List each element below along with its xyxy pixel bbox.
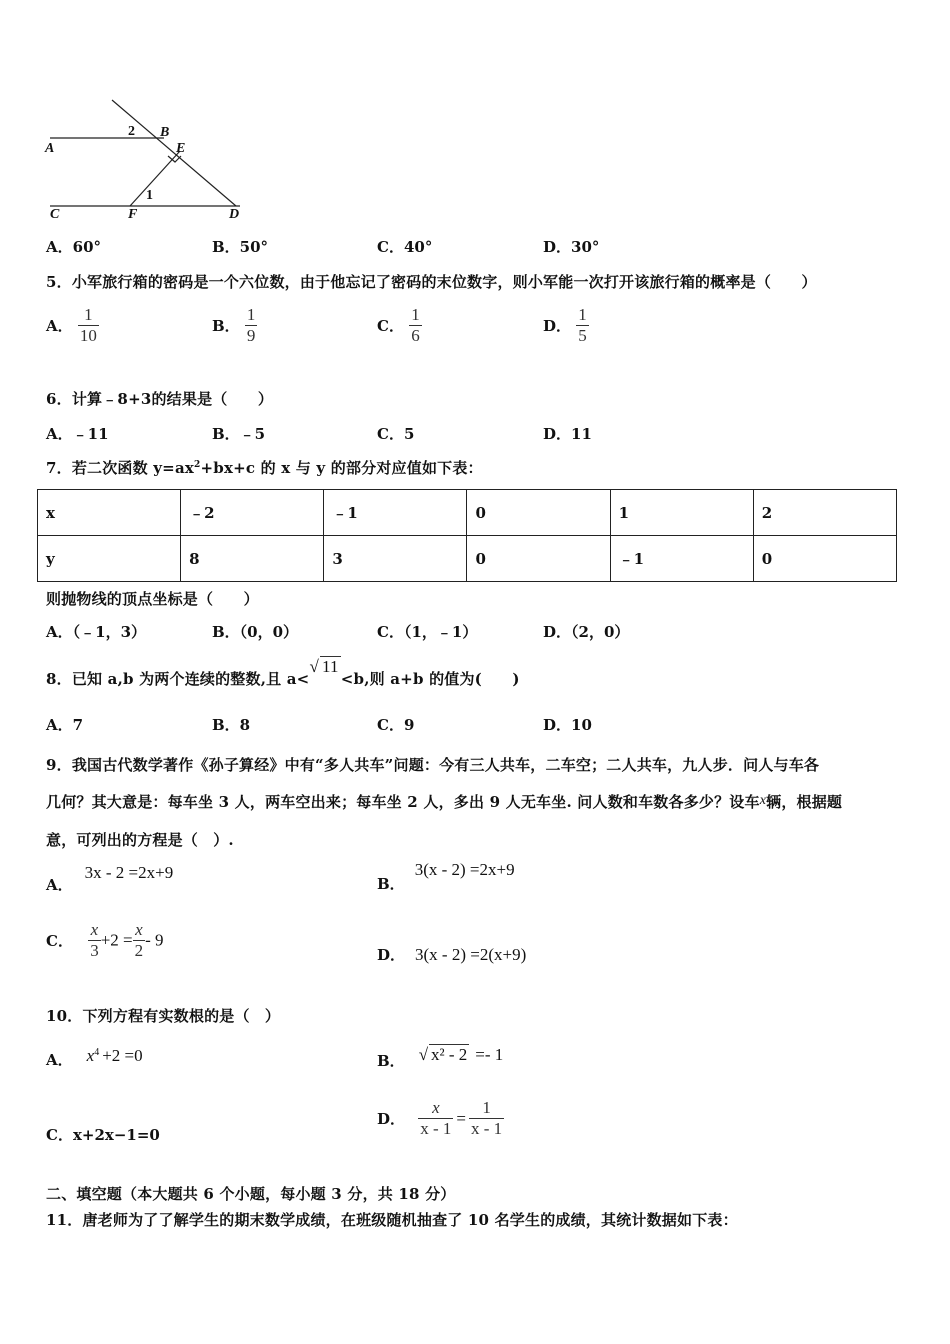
- q4-option-d: D．30°: [543, 238, 600, 256]
- q10-option-d: D． $\frac{x}{x - 1}$ = $\frac{1}{x - 1}$: [377, 1098, 503, 1138]
- table-cell: 0: [467, 536, 610, 582]
- table-cell: ﹣1: [610, 536, 753, 582]
- q5-option-c-fraction: $\frac{1}{6}$: [411, 305, 420, 345]
- table-cell: ﹣2: [181, 490, 324, 536]
- q5-option-b: [212, 305, 257, 346]
- q5-option-a-label: A．: [46, 317, 73, 335]
- q8-radicand: 11: [321, 657, 339, 676]
- q6-option-b: B．﹣5: [212, 425, 266, 443]
- q4-option-a: A．60°: [46, 238, 102, 256]
- q7-option-d: D．（2，0）: [543, 623, 630, 641]
- q9-option-d: D． 3(x - 2) =2(x+9): [377, 945, 527, 964]
- label-F: F: [128, 207, 138, 222]
- q5-option-d-fraction: $\frac{1}{5}$: [578, 305, 587, 345]
- q5-option-a: [46, 305, 99, 346]
- q9-line-3: 意，可列出的方程是（ ）.: [46, 831, 234, 849]
- table-cell: 8: [181, 536, 324, 582]
- q5-option-d-label: D．: [543, 317, 572, 335]
- table-cell: y: [38, 536, 181, 582]
- q6-option-c: C．5: [377, 425, 415, 443]
- q10-option-c: C．x+2x−1=0: [46, 1126, 160, 1144]
- q5-option-b-fraction: $\frac{1}{9}$: [246, 305, 256, 345]
- label-A: A: [45, 141, 55, 156]
- q10-option-b: B． √ x² - 2 =- 1: [377, 1045, 504, 1070]
- table-cell: 0: [753, 536, 896, 582]
- q8-question: 8．已知 a,b 为两个连续的整数,且 a<√ 11<b,则 a+b 的值为( ): [46, 657, 520, 688]
- table-cell: ﹣1: [324, 490, 467, 536]
- q10-radicand: x² - 2: [431, 1045, 468, 1064]
- q6-option-d: D．11: [543, 425, 592, 443]
- q5-question: 5．小军旅行箱的密码是一个六位数，由于他忘记了密码的末位数字，则小军能一次打开该旅行箱的概率是（ ）: [46, 273, 817, 291]
- label-B: B: [160, 125, 170, 140]
- q8-option-a: A．7: [46, 716, 84, 734]
- q10-question: 10．下列方程有实数根的是（ ）: [46, 1007, 281, 1025]
- q8-option-b: B．8: [212, 716, 251, 734]
- q4-option-c: C．40°: [377, 238, 433, 256]
- label-C: C: [50, 207, 60, 222]
- q5-option-d: [543, 305, 589, 346]
- q9-line-2: 几何？其大意是：每车坐 3 人，两车空出来；每车坐 2 人，多出 9 人无车坐. 问人数和车数各多少？设车x辆，根据题: [46, 793, 843, 811]
- q10-option-a: A． $x^4 +2 =0$: [46, 1046, 143, 1069]
- table-row: [38, 490, 897, 536]
- label-angle2: 2: [128, 124, 135, 139]
- table-cell: 0: [467, 490, 610, 536]
- q7-option-b: B．（0，0）: [212, 623, 299, 641]
- q4-option-b: B．50°: [212, 238, 269, 256]
- q7-value-table: [37, 489, 897, 582]
- q5-option-c: [377, 305, 422, 346]
- q9-option-a: A．3x - 2 =2x+9: [46, 863, 174, 894]
- q8-option-c: C．9: [377, 716, 415, 734]
- label-D: D: [229, 207, 240, 222]
- table-row: [38, 536, 897, 582]
- q5-option-b-label: B．: [212, 317, 240, 335]
- label-angle1: 1: [146, 188, 153, 203]
- q8-option-d: D．10: [543, 716, 592, 734]
- table-cell: 1: [610, 490, 753, 536]
- label-E: E: [176, 141, 186, 156]
- q9-option-c: C． $\frac{x}{3}$ +2 = $\frac{x}{2}$ - 9: [46, 920, 164, 960]
- q7-option-c: C．（1，﹣1）: [377, 623, 478, 641]
- q11-question: 11．唐老师为了了解学生的期末数学成绩，在班级随机抽查了 10 名学生的成绩，其统计数据如下表：: [46, 1211, 738, 1229]
- table-cell: 2: [753, 490, 896, 536]
- q5-option-a-fraction: $\frac{1}{10}$: [79, 305, 97, 345]
- geometry-figure: [40, 96, 250, 226]
- q7-option-a: A．（﹣1，3）: [46, 623, 147, 641]
- section-2-title: 二、填空题（本大题共 6 个小题，每小题 3 分，共 18 分）: [46, 1185, 456, 1203]
- q6-question: 6．计算﹣8+3的结果是（ ）: [46, 390, 274, 408]
- q9-option-b: B．3(x - 2) =2x+9: [377, 860, 515, 893]
- q9-line-1: 9．我国古代数学著作《孙子算经》中有“多人共车”问题：今有三人共车，二车空；二人共车，九人步．问人与车各: [46, 756, 820, 774]
- q6-option-a: A．﹣11: [46, 425, 109, 443]
- q7-question: 7．若二次函数 $y=ax^2+bx+c$ 的 x 与 y 的部分对应值如下表：: [46, 459, 483, 477]
- q7-followup: 则抛物线的顶点坐标是（ ）: [46, 590, 259, 608]
- table-cell: x: [38, 490, 181, 536]
- q5-option-c-label: C．: [377, 317, 404, 335]
- table-cell: 3: [324, 536, 467, 582]
